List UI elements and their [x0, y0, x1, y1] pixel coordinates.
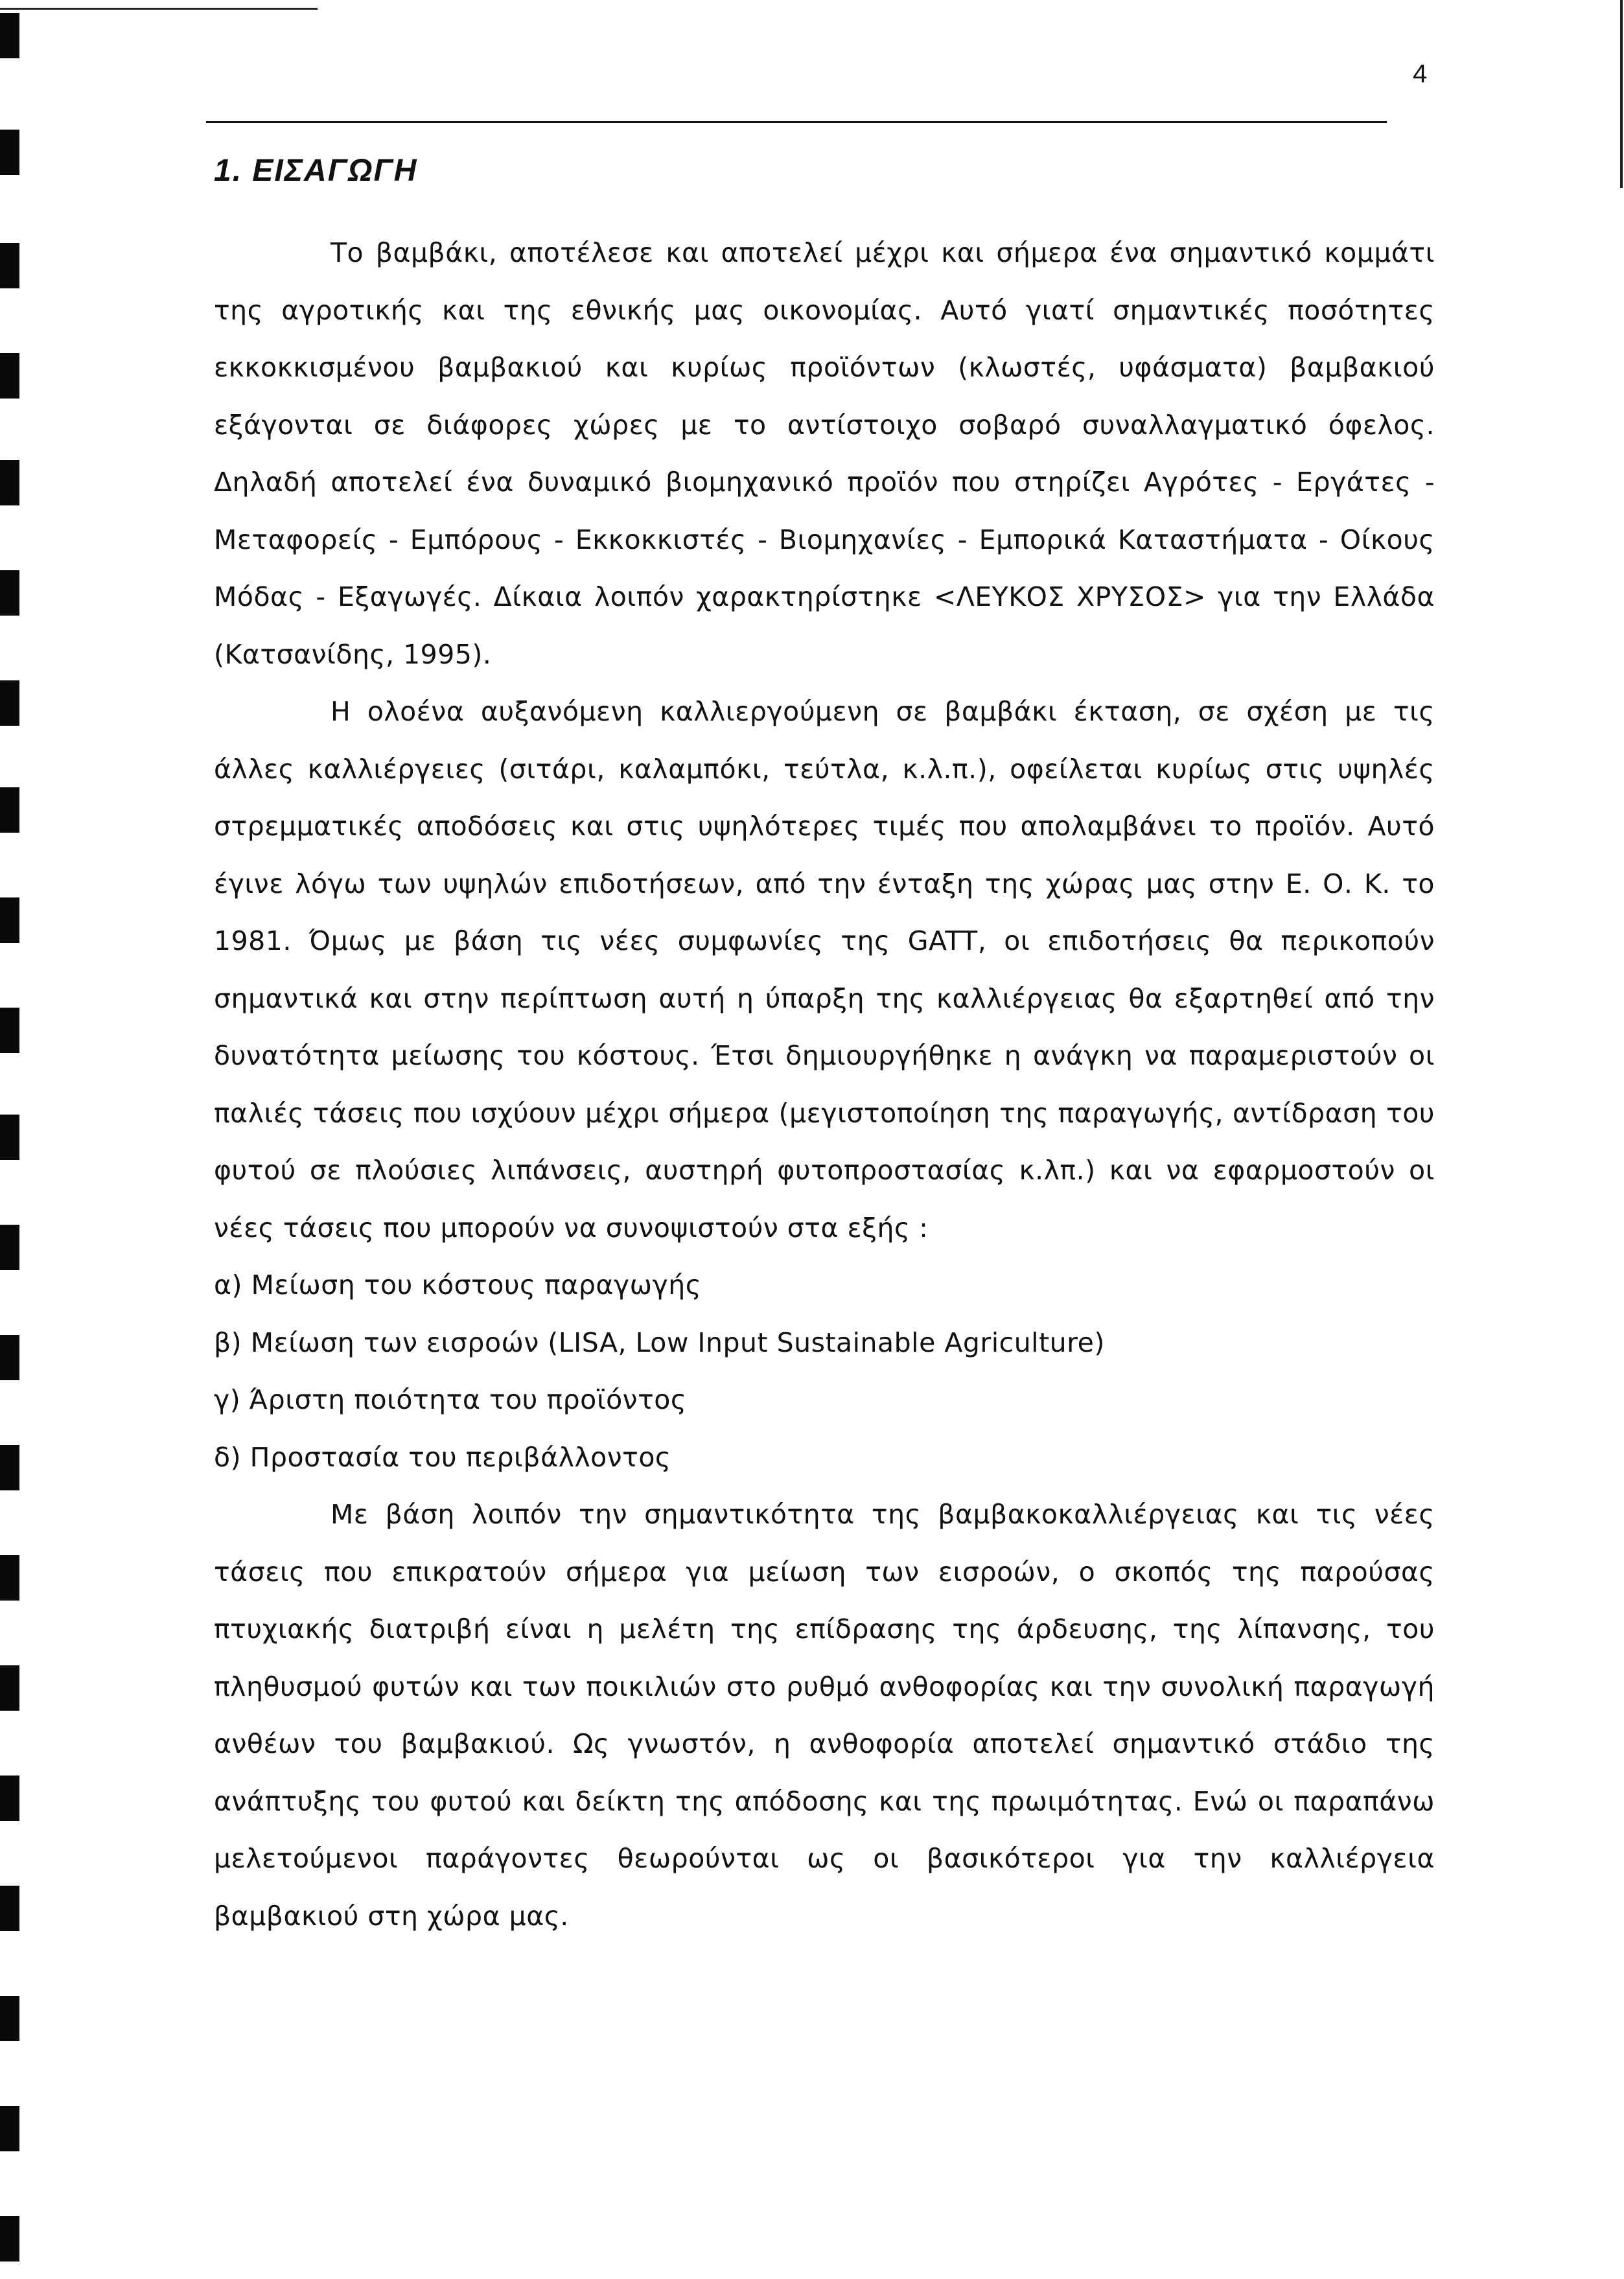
- scan-top-rule: [0, 8, 318, 10]
- list-item-quality: γ) Άριστη ποιότητα του προϊόντος: [214, 1384, 687, 1415]
- binding-mark: [0, 570, 19, 616]
- binding-mark: [0, 1115, 19, 1160]
- list-item-inputs: β) Μείωση των εισροών (LISA, Low Input Sustainable Agriculture): [214, 1326, 1105, 1358]
- paragraph-cultivation: Η ολοένα αυξανόμενη καλλιεργούμενη σε βαμβάκι έκταση, σε σχέση με τις άλλες καλλιέργειες (σιτάρι, καλαμπόκι, τεύτλα, κ.λ.π.), οφείλεται κυρίως στις υψηλές στρεμματικές αποδόσεις και στις υψηλότερες τιμές που απολαμβάνει το προϊόν. Αυτό έγινε λόγω των υψηλών επιδοτήσεων, από την ένταξη της χώρας μας στην Ε. Ο. Κ. το 1981. Όμως με βάση τις νέες συμφωνίες της GATT, οι επιδοτήσεις θα περικοπούν σημαντικά και στην περίπτωση αυτή η ύπαρξη της καλλιέργειας θα εξαρτηθεί από την δυνατότητα μείωσης του κόστους. Έτσι δημιουργήθηκε η ανάγκη να παραμεριστούν οι παλιές τάσεις που ισχύουν μέχρι σήμερα (μεγιστοποίηση της παραγωγής, αντίδραση του φυτού σε πλούσιες λιπάνσεις, αυστηρή φυτοπροστασίας κ.λπ.) και να εφαρμοστούν οι νέες τάσεις που μπορούν να συνοψιστούν στα εξής :: [214, 696, 1435, 1244]
- list-item-environment: δ) Προστασία του περιβάλλοντος: [214, 1441, 671, 1473]
- binding-mark: [0, 1555, 19, 1601]
- binding-mark: [0, 1886, 19, 1931]
- scan-right-edge: [1620, 0, 1623, 188]
- binding-mark: [0, 1225, 19, 1270]
- binding-mark: [0, 1008, 19, 1053]
- binding-mark: [0, 1996, 19, 2041]
- section-heading: 1. ΕΙΣΑΓΩΓΗ: [214, 154, 418, 188]
- binding-mark: [0, 1665, 19, 1711]
- binding-mark: [0, 787, 19, 833]
- binding-mark: [0, 1776, 19, 1821]
- paragraph-closing: Με βάση λοιπόν την σημαντικότητα της βαμβακοκαλλιέργειας και τις νέες τάσεις που επικρατούν σήμερα για μείωση των εισροών, ο σκοπός της παρούσας πτυχιακής διατριβή είναι η μελέτη της επίδρασης της άρδευσης, της λίπανσης, του πληθυσμού φυτών και των ποικιλιών στο ρυθμό ανθοφορίας και την συνολική παραγωγή ανθέων του βαμβακιού. Ως γνωστόν, η ανθοφορία αποτελεί σημαντικό στάδιο της ανάπτυξης του φυτού και δείκτη της απόδοσης και της πρωιμότητας. Ενώ οι παραπάνω μελετούμενοι παράγοντες θεωρούνται ως οι βασικότεροι για την καλλιέργεια βαμβακιού στη χώρα μας.: [214, 1499, 1435, 1932]
- binding-mark: [0, 460, 19, 505]
- page-body: [214, 150, 1435, 1945]
- binding-mark: [0, 2106, 19, 2151]
- page-number: 4: [1413, 60, 1428, 88]
- binding-mark: [0, 243, 19, 288]
- binding-mark: [0, 897, 19, 943]
- paragraph-intro: Το βαμβάκι, αποτέλεσε και αποτελεί μέχρι και σήμερα ένα σημαντικό κομμάτι της αγροτικής και της εθνικής μας οικονομίας. Αυτό γιατί σημαντικές ποσότητες εκκοκκισμένου βαμβακιού και κυρίως προϊόντων (κλωστές, υφάσματα) βαμβακιού εξάγονται σε διάφορες χώρες με το αντίστοιχο σοβαρό συναλλαγματικό όφελος. Δηλαδή αποτελεί ένα δυναμικό βιομηχανικό προϊόν που στηρίζει Αγρότες - Εργάτες - Μεταφορείς - Εμπόρους - Εκκοκκιστές - Βιομηχανίες - Εμπορικά Καταστήματα - Οίκους Μόδας - Εξαγωγές. Δίκαια λοιπόν χαρακτηρίστηκε <ΛΕΥΚΟΣ ΧΡΥΣΟΣ> για την Ελλάδα (Κατσανίδης, 1995).: [214, 237, 1435, 670]
- binding-mark: [0, 2216, 19, 2262]
- binding-mark: [0, 353, 19, 399]
- list-item-cost: α) Μείωση του κόστους παραγωγής: [214, 1269, 702, 1301]
- binding-mark: [0, 13, 19, 58]
- binding-mark: [0, 130, 19, 175]
- binding-mark: [0, 1335, 19, 1380]
- binding-mark: [0, 1445, 19, 1490]
- scan-binding-marks: [0, 0, 26, 2279]
- binding-mark: [0, 680, 19, 726]
- header-rule: [206, 121, 1387, 123]
